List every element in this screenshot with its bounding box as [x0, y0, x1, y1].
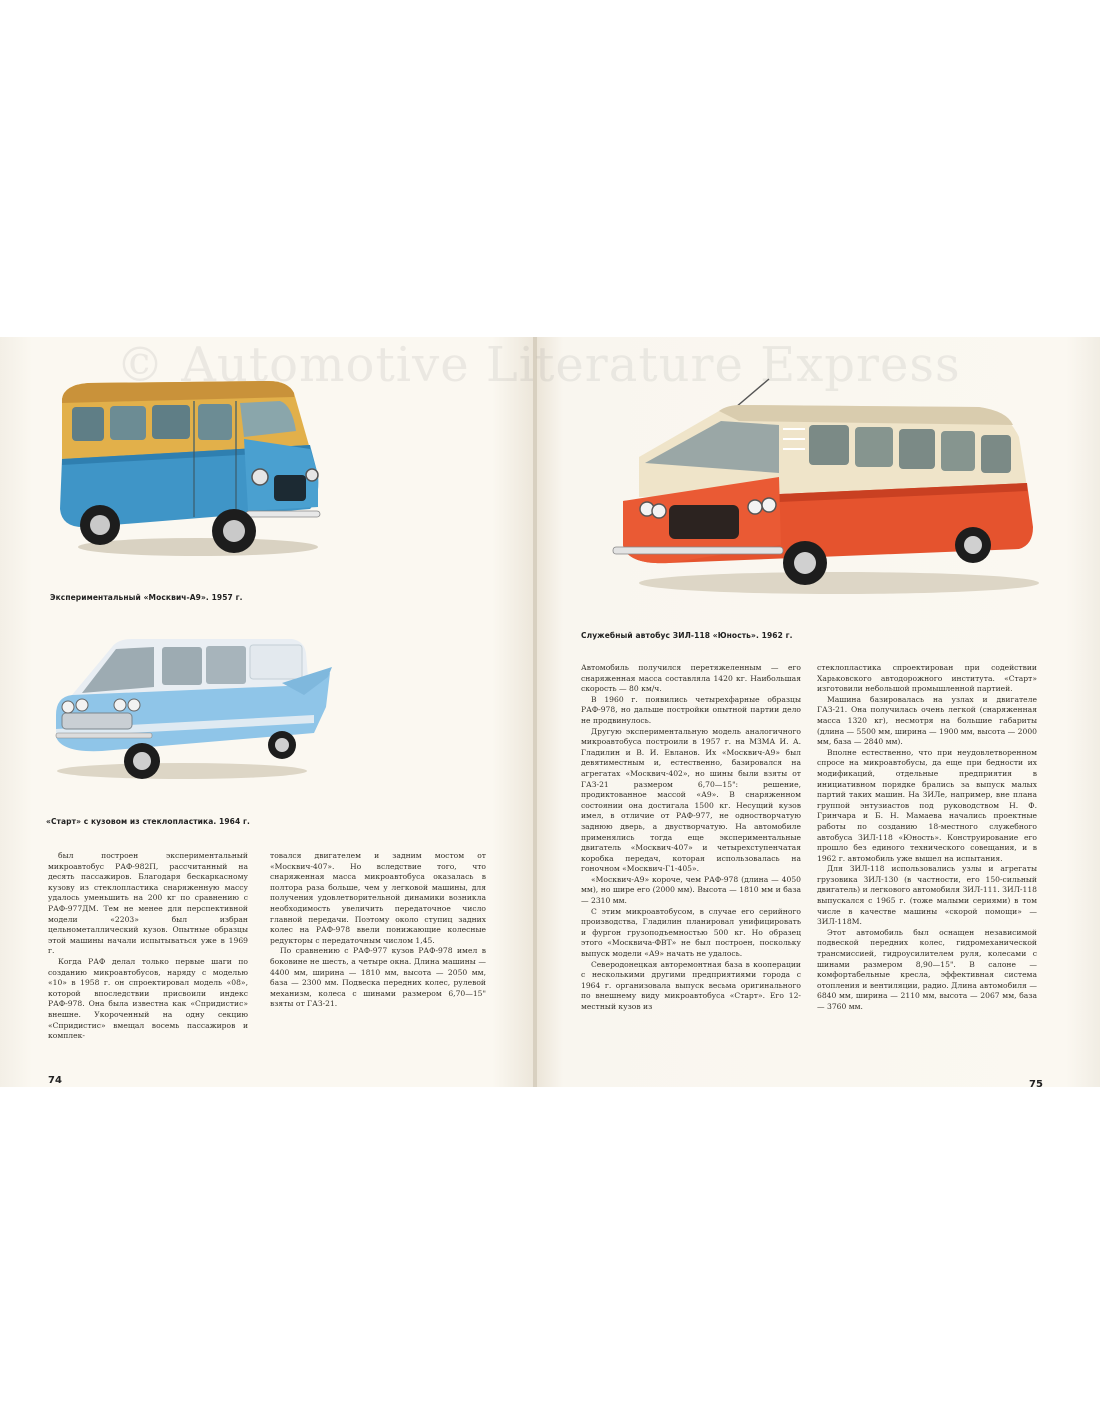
paragraph: Этот автомобиль был оснащен независимой подвеской передних колес, гидромеханической трансмиссией, гидроусилителем руля, колесами с шинами размером 8,90—15". В салоне — комфортабельные кресла, эффективная система отопления и вентиляции, радио. Длина автомобиля — 6840 мм, ширина — 2110 мм, высота — 2067 мм, база — 3760 мм. [817, 927, 1037, 1011]
caption-zil-118: Служебный автобус ЗИЛ-118 «Юность». 1962 г. [581, 631, 793, 640]
right-page [535, 337, 1100, 1090]
paragraph: С этим микроавтобусом, в случае его серийного производства, Гладилин планировал унифицировать и фургон грузоподъемностью 500 кг. Но образец этого «Москвича-ФВТ» не был построен, поскольку выпуск модели «А9» начать не удалось. [581, 906, 801, 959]
paragraph: В 1960 г. появились четырехфарные образцы РАФ-978, но дальше постройки опытной партии дело не продвинулось. [581, 694, 801, 725]
paragraph: товался двигателем и задним мостом от «Москвич-407». Но вследствие того, что снаряженная масса микроавтобуса оказалась в полтора раза больше, чем у легковой машины, для получения удовлетворительной динамики возникла необходимость увеличить передаточное число главной передачи. Поэтому около ступиц задних колес на РАФ-978 ввели понижающие колесные редукторы с передаточным числом 1,45. [270, 851, 486, 945]
start-minibus-illustration [42, 633, 332, 785]
right-column-1 [581, 663, 801, 1013]
paragraph: Северодонецкая авторемонтная база в кооперации с несколькими другими предприятиями города с 1964 г. организовала выпуск весьма оригинального по внешнему виду микроавтобуса «Старт». Его 12-местный кузов из [581, 959, 801, 1011]
paragraph: был построен экспериментальный микроавтобус РАФ-982П, рассчитанный на десять пассажиров. Благодаря бескаркасному кузову из стеклопластика снаряженную массу удалось уменьшить на 200 кг по сравнению с РАФ-977ДМ. Тем не менее для перспективной модели «2203» был избран цельнометаллический кузов. Опытные образцы этой машины начали испытываться уже в 1969 г. [48, 851, 248, 956]
caption-start: «Старт» с кузовом из стеклопластика. 1964 г. [46, 817, 251, 826]
left-column-2 [270, 851, 486, 1010]
zil-118-illustration [609, 377, 1049, 602]
moskvich-a9-illustration [48, 379, 328, 561]
paragraph: Автомобиль получился перетяжеленным — его снаряженная масса составляла 1420 кг. Наибольшая скорость — 80 км/ч. [581, 663, 801, 694]
paragraph: «Москвич-А9» короче, чем РАФ-978 (длина — 4050 мм), но шире его (2000 мм). Высота — 1810 мм и база — 2310 мм. [581, 874, 801, 906]
page-number-right: 75 [1029, 1079, 1043, 1090]
paragraph: Другую экспериментальную модель аналогичного микроавтобуса построили в 1957 г. на МЗМА И. А. Гладилин и В. И. Евланов. Их «Москвич-А9» был девятиместным и, естественно, базировался на агрегатах «Москвич-402», но шины были взяты от ГАЗ-21 размером 6,70—15": решение, продиктованное массой «А9». В снаряженном состоянии она достигала 1500 кг. Несущий кузов имел, в отличие от РАФ-977, не одностворчатую заднюю дверь, а двустворчатую. На автомобиле применялись тогда еще экспериментальные двигатель «Москвич-407» и четырехступенчатая коробка передач, которая использовалась на гоночном «Москвич-Г1-405». [581, 726, 801, 874]
left-column-1 [48, 851, 248, 1042]
page-number-left: 74 [48, 1075, 62, 1086]
caption-moskvich-a9: Экспериментальный «Москвич-А9». 1957 г. [50, 593, 243, 602]
left-page [0, 337, 535, 1087]
paragraph: Вполне естественно, что при неудовлетворенном спросе на микроавтобусы, да еще при бедности их модификаций, отдельные предприятия в инициативном порядке брались за выпуск малых партий таких машин. На ЗИЛе, например, вне плана группой энтузиастов под руководством Н. Ф. Гринчара и Б. Н. Мамаева начались проектные работы по созданию 18-местного служебного автобуса ЗИЛ-118 «Юность». Конструирование его прошло без единого технического совещания, и в 1962 г. автомобиль уже вышел на испытания. [817, 747, 1037, 863]
paragraph: Когда РАФ делал только первые шаги по созданию микроавтобусов, наряду с моделью «10» в 1958 г. он спроектировал модель «08», которой впоследствии присвоили индекс РАФ-978. Она была известна как «Спридистис» внешне. Укороченный на одну секцию «Спридистис» вмещал восемь пассажиров и комплек- [48, 956, 248, 1041]
paragraph: стеклопластика спроектирован при содействии Харьковского автодорожного института. «Старт» изготовили небольшой промышленной партией. [817, 663, 1037, 694]
paragraph: Для ЗИЛ-118 использовались узлы и агрегаты грузовика ЗИЛ-130 (в частности, его 150-сильный двигатель) и легкового автомобиля ЗИЛ-111. ЗИЛ-118 выпускался с 1965 г. (тоже малыми сериями) в том числе в качестве машины «скорой помощи» — ЗИЛ-118М. [817, 864, 1037, 927]
paragraph: По сравнению с РАФ-977 кузов РАФ-978 имел в боковине не шесть, а четыре окна. Длина машины — 4400 мм, ширина — 1810 мм, высота — 2050 мм, база — 2300 мм. Подвеска передних колес, рулевой механизм, колеса с шинами размером 6,70—15" взяты от ГАЗ-21. [270, 946, 486, 1009]
book-gutter [533, 337, 537, 1087]
right-column-2 [817, 663, 1037, 1013]
book-spread [0, 337, 1100, 1090]
paragraph: Машина базировалась на узлах и двигателе ГАЗ-21. Она получилась очень легкой (снаряженная масса 1320 кг), несмотря на большие габариты (длина — 5500 мм, ширина — 1900 мм, высота — 2000 мм, база — 2840 мм). [817, 694, 1037, 747]
